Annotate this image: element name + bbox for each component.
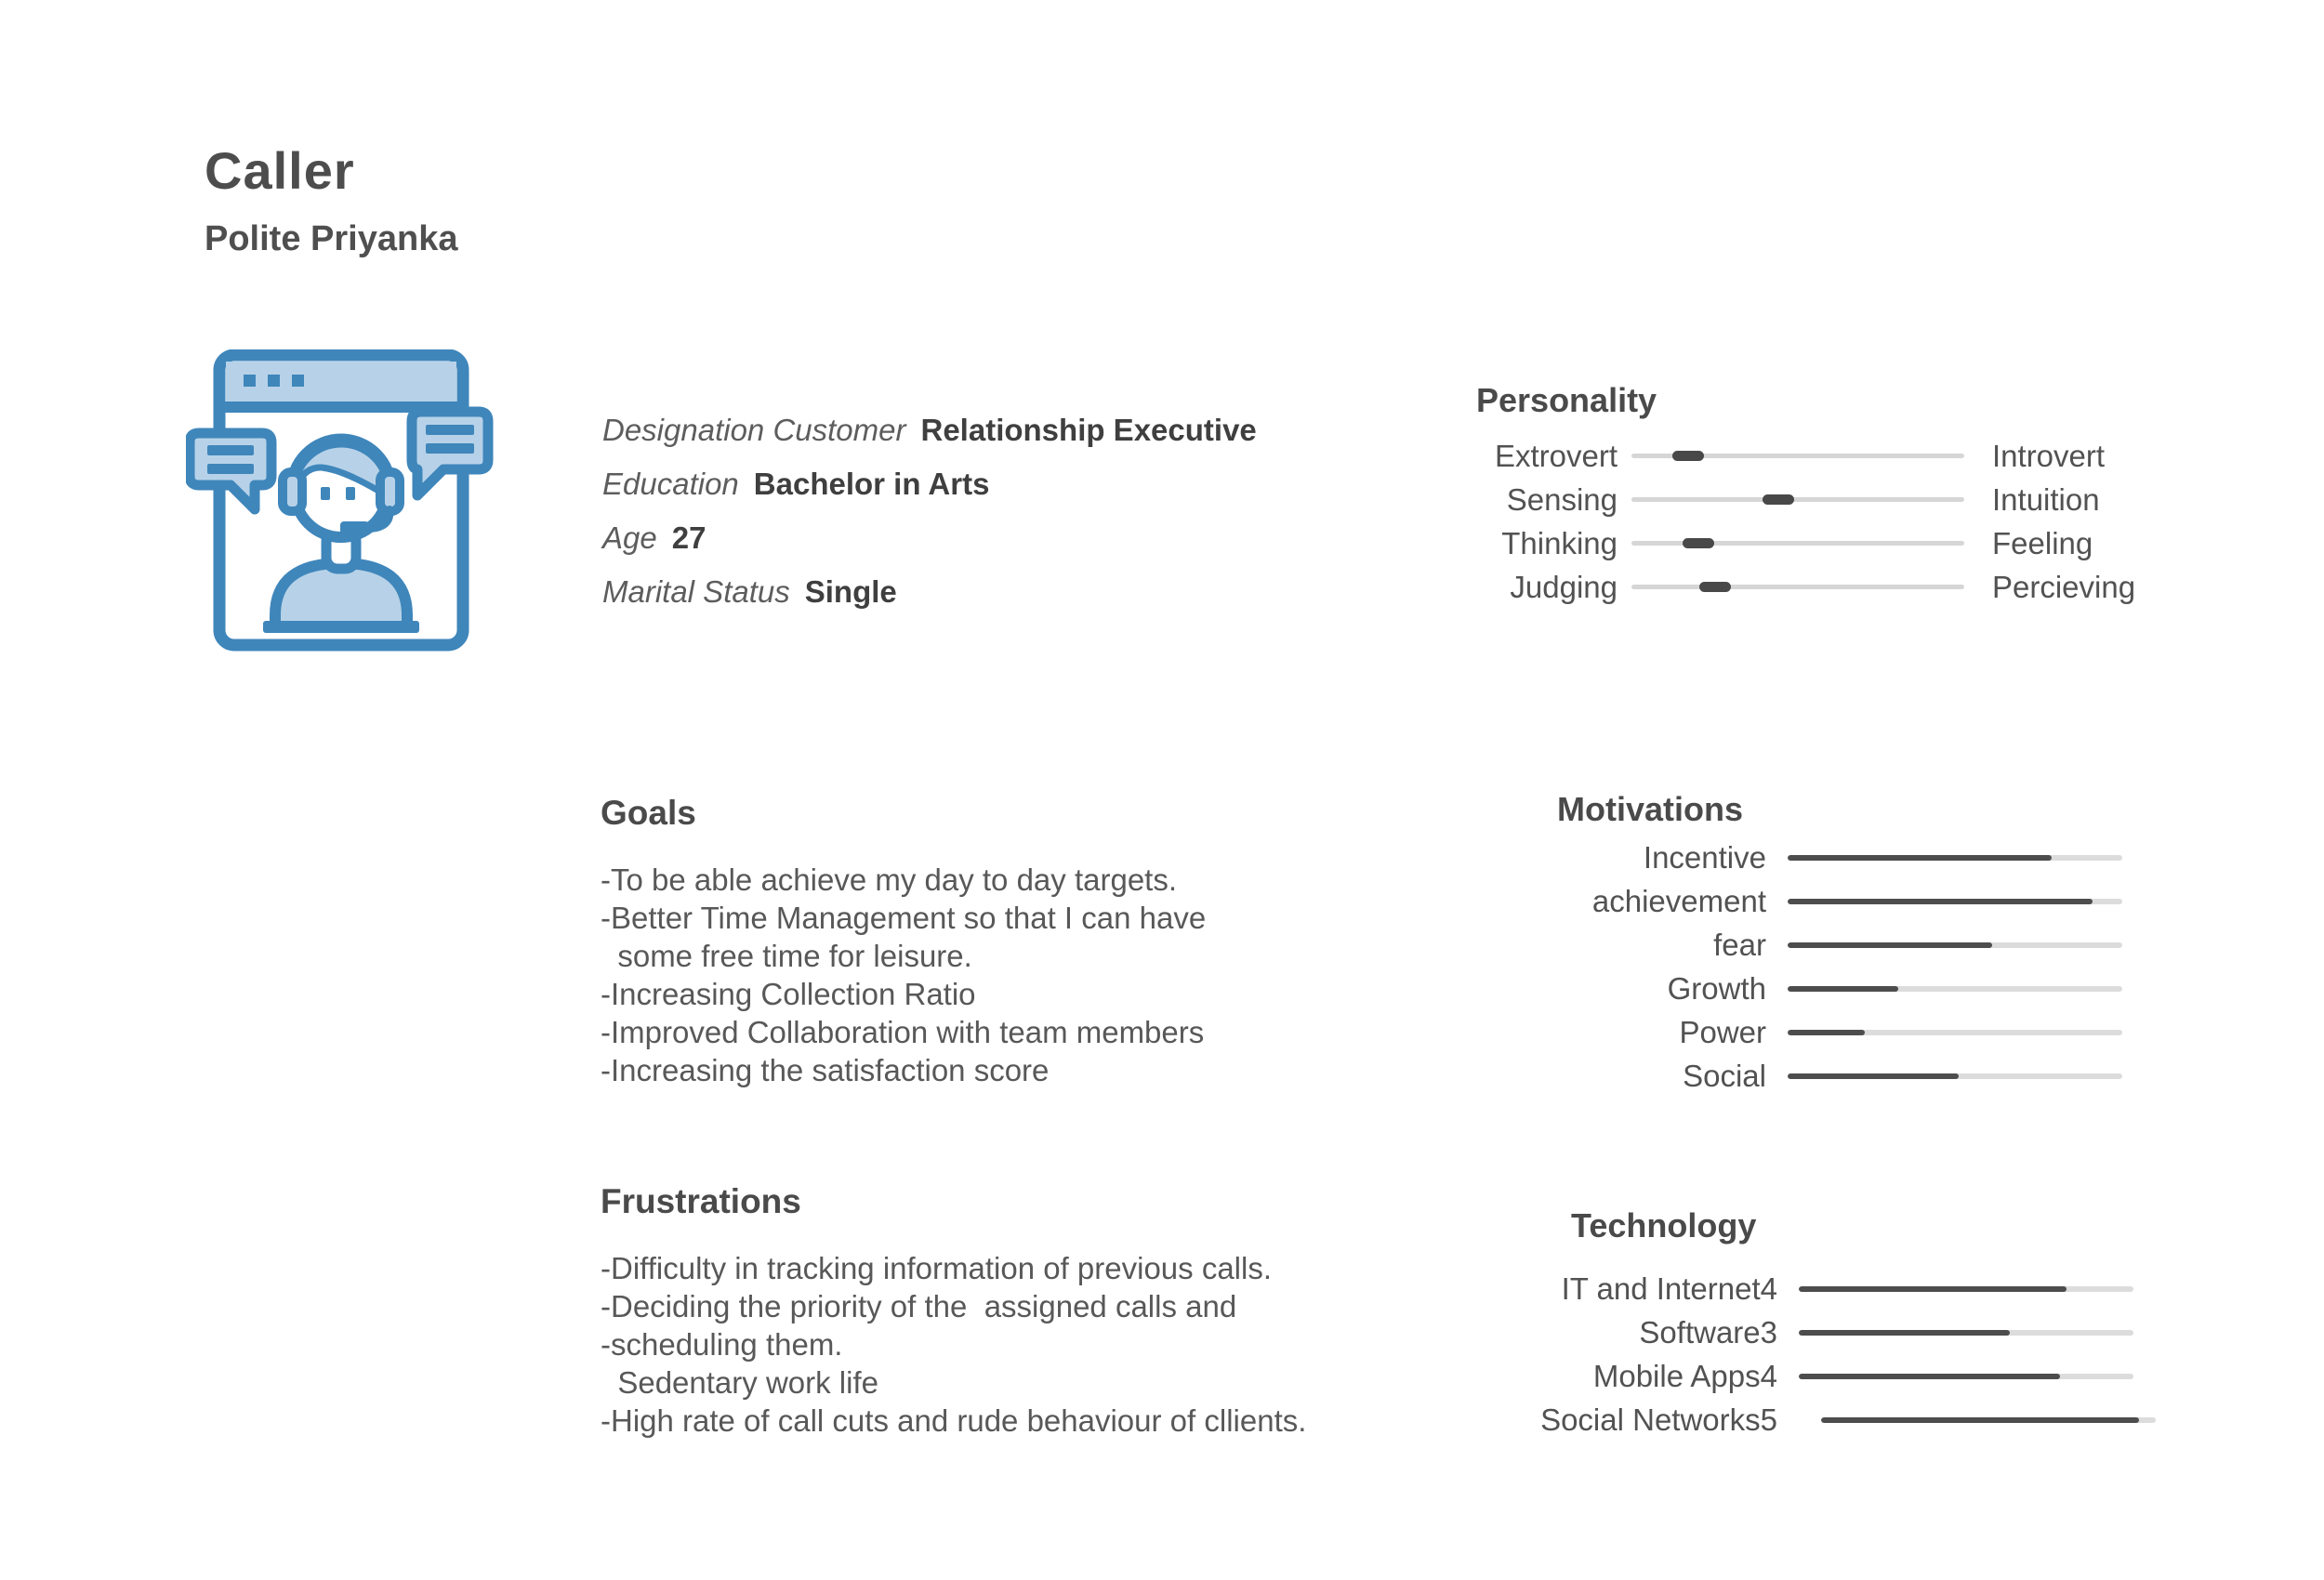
goals-section xyxy=(601,792,1206,1089)
field-label: Marital Status xyxy=(602,574,790,609)
bar-label: Incentive xyxy=(1643,839,1766,875)
bar-label: Software3 xyxy=(1639,1314,1777,1350)
slider-left-label: Judging xyxy=(1510,569,1618,604)
personality-slider-thinking-feeling xyxy=(1385,521,2296,565)
bar-label: Social Networks5 xyxy=(1540,1402,1777,1437)
bar-track xyxy=(1799,1374,2133,1379)
bar-track xyxy=(1799,1286,2133,1292)
goal-item: -Improved Collaboration with team members xyxy=(601,1015,1205,1049)
motivation-bar-incentive xyxy=(1497,836,2122,879)
slider-track xyxy=(1631,585,1964,589)
slider-left-label: Extrovert xyxy=(1494,438,1618,473)
bar-fill xyxy=(1788,942,1992,948)
profile-details xyxy=(602,403,1257,619)
personality-slider-judging-percieving xyxy=(1385,565,2296,609)
profile-row-marital-status xyxy=(602,565,1257,619)
slider-right-label: Feeling xyxy=(1992,525,2093,560)
bar-fill xyxy=(1799,1286,2067,1292)
bar-fill xyxy=(1799,1374,2060,1379)
bar-fill xyxy=(1821,1417,2139,1423)
goal-item: -Increasing the satisfaction score xyxy=(601,1053,1050,1087)
bar-fill xyxy=(1788,986,1898,992)
call-center-agent-icon xyxy=(186,349,507,656)
bar-fill xyxy=(1799,1330,2010,1336)
slider-handle xyxy=(1683,538,1714,548)
field-label: Designation Customer xyxy=(602,413,906,447)
motivation-bar-fear xyxy=(1497,923,2122,967)
slider-handle xyxy=(1699,582,1731,592)
persona-name: Polite Priyanka xyxy=(205,219,458,258)
personality-slider-extrovert-introvert xyxy=(1385,434,2296,478)
bar-label: Growth xyxy=(1667,970,1766,1006)
frustration-item: -scheduling them. xyxy=(601,1327,843,1362)
bar-label: achievement xyxy=(1591,883,1766,918)
profile-row-age xyxy=(602,511,1257,565)
personality-title: Personality xyxy=(1476,381,1657,419)
field-value: Single xyxy=(804,574,897,609)
technology-section xyxy=(1506,1205,2156,1442)
motivations-title: Motivations xyxy=(1557,790,1744,828)
slider-right-label: Intuition xyxy=(1992,481,2100,517)
personality-section xyxy=(1385,379,2296,609)
field-label: Education xyxy=(602,467,739,501)
bar-track xyxy=(1788,1073,2122,1079)
title-block xyxy=(205,141,458,258)
motivation-bar-power xyxy=(1497,1010,2122,1054)
bar-label: fear xyxy=(1713,927,1766,962)
motivation-bar-achievement xyxy=(1497,879,2122,923)
goal-item: -To be able achieve my day to day targets. xyxy=(601,862,1178,897)
goals-title: Goals xyxy=(601,794,696,832)
frustration-item: -Deciding the priority of the assigned calls and xyxy=(601,1289,1237,1323)
profile-row-education xyxy=(602,457,1257,511)
bar-track xyxy=(1821,1417,2156,1423)
slider-track xyxy=(1631,497,1964,502)
goal-item: -Better Time Management so that I can have xyxy=(601,901,1207,935)
frustrations-section xyxy=(601,1180,1306,1440)
page-title: Caller xyxy=(205,141,355,200)
bar-fill xyxy=(1788,899,2093,904)
slider-right-label: Percieving xyxy=(1992,569,2136,604)
technology-bar-mobile-apps xyxy=(1506,1354,2156,1398)
technology-bar-software xyxy=(1506,1310,2156,1354)
slider-right-label: Introvert xyxy=(1992,438,2106,473)
slider-left-label: Sensing xyxy=(1506,481,1618,517)
motivation-bar-growth xyxy=(1497,967,2122,1010)
goal-item: some free time for leisure. xyxy=(601,939,972,973)
motivations-section xyxy=(1497,788,2122,1098)
bar-fill xyxy=(1788,1030,1865,1035)
bar-track xyxy=(1788,855,2122,861)
slider-handle xyxy=(1672,451,1704,461)
motivation-bar-social xyxy=(1497,1054,2122,1098)
field-label: Age xyxy=(602,520,657,555)
technology-bar-social-networks xyxy=(1506,1398,2156,1442)
field-value: 27 xyxy=(671,520,706,555)
bar-track xyxy=(1788,942,2122,948)
bar-fill xyxy=(1788,1073,1959,1079)
frustration-item: -High rate of call cuts and rude behaviour of cllients. xyxy=(601,1403,1307,1438)
slider-handle xyxy=(1763,494,1794,505)
goal-item: -Increasing Collection Ratio xyxy=(601,977,976,1011)
frustration-item: Sedentary work life xyxy=(601,1365,878,1400)
bar-fill xyxy=(1788,855,2052,861)
bar-track xyxy=(1799,1330,2133,1336)
bar-label: Mobile Apps4 xyxy=(1592,1358,1777,1393)
technology-title: Technology xyxy=(1571,1206,1757,1244)
slider-track xyxy=(1631,454,1964,458)
slider-track xyxy=(1631,541,1964,546)
bar-label: Power xyxy=(1679,1014,1766,1049)
personality-slider-sensing-intuition xyxy=(1385,478,2296,521)
technology-bar-it-and-internet xyxy=(1506,1267,2156,1310)
bar-track xyxy=(1788,986,2122,992)
slider-left-label: Thinking xyxy=(1501,525,1618,560)
profile-row-designation xyxy=(602,403,1257,457)
field-value: Relationship Executive xyxy=(920,413,1257,447)
bar-label: Social xyxy=(1683,1058,1766,1093)
bar-track xyxy=(1788,1030,2122,1035)
field-value: Bachelor in Arts xyxy=(753,467,990,501)
frustration-item: -Difficulty in tracking information of previous calls. xyxy=(601,1251,1273,1285)
frustrations-title: Frustrations xyxy=(601,1182,801,1220)
bar-label: IT and Internet4 xyxy=(1561,1271,1777,1306)
bar-track xyxy=(1788,899,2122,904)
